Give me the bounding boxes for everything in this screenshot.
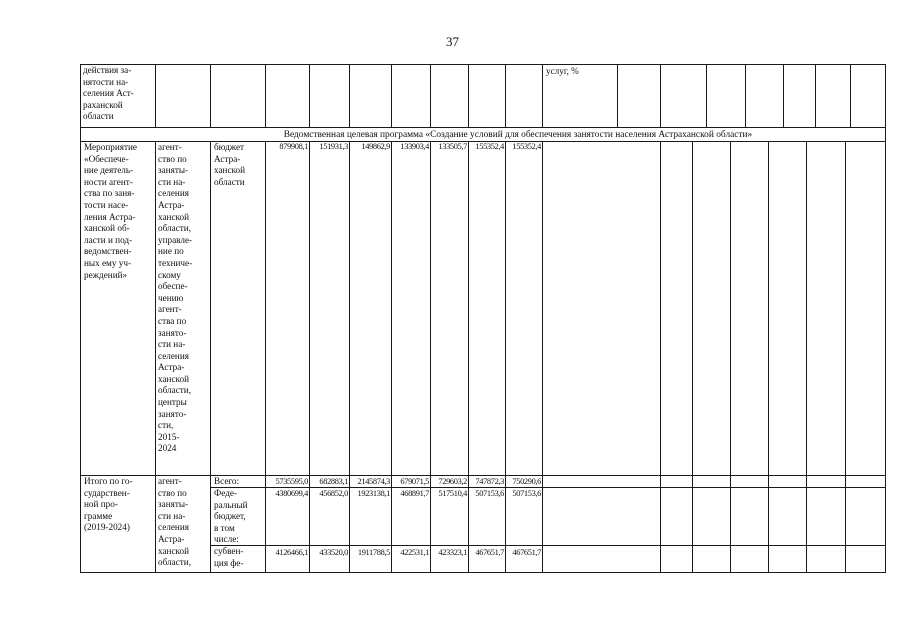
measure-value-total: 879908,1 [279,142,308,151]
totals-all-value-2021: 679071,5 [400,477,429,486]
totals-all-value-2020: 2145874,3 [357,477,390,486]
activity-area-label: действия за- нятости на- селения Аст- раханской области [83,65,134,122]
measure-name: Мероприятие «Обеспече- ние деятель- ности агент- ства по заня- тости насе- ления Астра- ханской об- ласти и под- ведомствен- ных ему уч- реждений» [84,142,137,280]
table-border-left [80,64,81,572]
totals-all-value-2023: 747872,3 [475,477,504,486]
totals-federal-value-2022: 517510,4 [438,489,467,498]
column-divider [391,64,392,127]
measure-value-2020: 149862,9 [361,142,390,151]
totals-federal-value-2019: 456852,0 [319,489,348,498]
column-divider [783,64,784,127]
column-divider [210,64,211,127]
column-divider [850,64,851,127]
column-divider [430,64,431,127]
column-divider [265,141,266,572]
column-divider [505,64,506,127]
row-divider [210,487,886,488]
column-divider [692,141,693,572]
column-divider [349,141,350,572]
totals-all-value-total: 5735595,0 [275,477,308,486]
program-title: Ведомственная целевая программа «Создание условий для обеспечения занятости населения Астраханской области» [283,130,753,140]
column-divider [660,141,661,572]
column-divider [349,64,350,127]
column-divider [706,64,707,127]
measure-value-2022: 133505,7 [438,142,467,151]
totals-all-value-2019: 682883,1 [319,477,348,486]
totals-federal-value-2020: 1923138,1 [357,489,390,498]
column-divider [768,141,769,572]
column-divider [430,141,431,572]
indicator-unit-label: услуг, % [546,66,579,76]
column-divider [309,64,310,127]
table-border-top [80,64,886,65]
totals-federal-value-2024: 507153,6 [512,489,541,498]
totals-federal-value-total: 4380699,4 [275,489,308,498]
totals-federal-value-2023: 507153,6 [475,489,504,498]
totals-subvention-value-2024: 467651,7 [512,548,541,557]
column-divider [542,64,543,127]
row-divider [80,127,886,128]
column-divider [309,141,310,572]
totals-subvention-value-total: 4126466,1 [275,548,308,557]
column-divider [542,141,543,572]
measure-value-2023: 155352,4 [475,142,504,151]
measure-funding-source: бюджет Астра- ханской области [214,142,246,187]
column-divider [155,64,156,127]
totals-all-value-2022: 729603,2 [438,477,467,486]
totals-subvention-value-2019: 433520,0 [319,548,348,557]
column-divider [468,64,469,127]
table-border-bottom [80,572,886,573]
totals-source-subvention: субвен- ция фе- [214,546,244,568]
row-divider [210,545,886,546]
totals-source-federal: Феде- ральный бюджет, в том числе: [214,488,248,545]
column-divider [210,141,211,572]
measure-executor: агент- ство по заняты- сти на- селения Астра- ханской области, управле- ние по техниче- скому обеспе- чению агент- ства по занято- сти на- селения Астра- ханской области, центры занято- сти, 2015- 2024 [158,142,193,454]
totals-federal-value-2021: 468891,7 [400,489,429,498]
column-divider [391,141,392,572]
page-number: 37 [446,34,459,49]
column-divider [815,64,816,127]
totals-subvention-value-2023: 467651,7 [475,548,504,557]
column-divider [468,141,469,572]
totals-subvention-value-2020: 1911788,5 [357,548,390,557]
column-divider [617,64,618,127]
column-divider [745,64,746,127]
totals-subvention-value-2021: 422531,1 [400,548,429,557]
column-divider [505,141,506,572]
totals-source-all: Всего: [214,476,240,486]
column-divider [660,64,661,127]
column-divider [806,141,807,572]
column-divider [845,141,846,572]
totals-executor: агент- ство по заняты- сти на- селения Астра- ханской области, [158,476,192,568]
measure-value-2024: 155352,4 [512,142,541,151]
totals-all-value-2024: 750290,6 [512,477,541,486]
column-divider [265,64,266,127]
measure-value-2019: 151931,3 [319,142,348,151]
column-divider [730,141,731,572]
totals-name: Итого по го- сударствен- ной про- грамме (2019-2024) [84,476,133,533]
measure-value-2021: 133903,4 [400,142,429,151]
totals-subvention-value-2022: 423323,1 [438,548,467,557]
